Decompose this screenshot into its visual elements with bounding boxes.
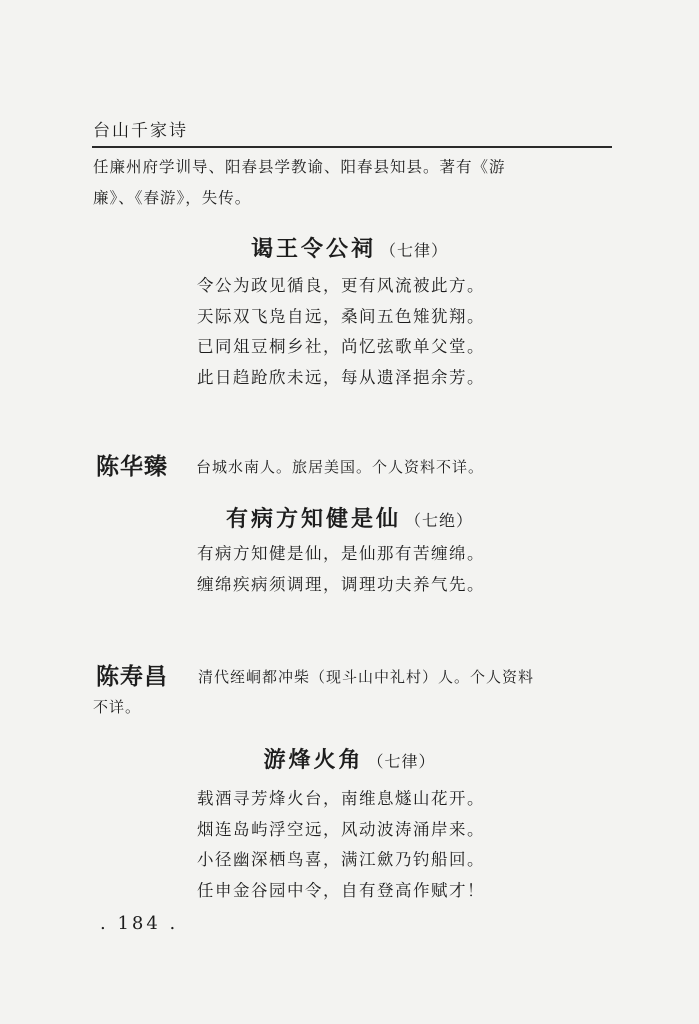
intro-line-1: 任廉州府学训导、阳春县学教谕、阳春县知县。著有《游 — [93, 158, 506, 176]
poem-title-text: 有病方知健是仙 — [225, 507, 401, 532]
poem-line: 已同俎豆桐乡社，尚忆弦歌单父堂。 — [197, 337, 485, 356]
poem-title-3 — [0, 743, 699, 774]
poem-line: 载酒寻芳烽火台，南维息燧山花开。 — [197, 789, 485, 808]
poem-title-1 — [0, 232, 699, 263]
page-number: . 184 . — [100, 913, 179, 934]
intro-line-2: 廉》、《春游》，失传。 — [93, 189, 252, 207]
author-name-2: 陈寿昌 — [96, 664, 168, 690]
poem-body-1 — [197, 271, 537, 393]
author-name-1: 陈华臻 — [96, 454, 168, 480]
author-bio-2: 清代绖峒都冲柴（现斗山中礼村）人。个人资料 — [198, 668, 535, 686]
poem-line: 此日趋跄欣未远，每从遗泽挹余芳。 — [197, 367, 485, 387]
poem-line: 缠绵疾病须调理，调理功夫养气先。 — [197, 574, 485, 594]
intro-paragraph — [93, 152, 605, 214]
poem-title-text: 谒王令公祠 — [250, 237, 376, 262]
poem-form: （七律） — [380, 241, 449, 260]
poem-line: 有病方知健是仙，是仙那有苦缠绵。 — [197, 544, 485, 563]
header-rule — [92, 146, 612, 148]
running-header-title: 台山千家诗 — [93, 121, 188, 141]
poem-form: （七律） — [367, 752, 436, 771]
author-bio-1: 台城水南人。旅居美国。个人资料不详。 — [196, 458, 485, 476]
poem-line: 令公为政见循良，更有风流被此方。 — [197, 276, 485, 295]
poem-line: 天际双飞凫自远，桑间五色雉犹翔。 — [197, 306, 485, 326]
poem-line: 小径幽深栖鸟喜，满江歛乃钓船回。 — [197, 850, 485, 869]
poem-body-3 — [197, 784, 537, 906]
poem-form: （七绝） — [405, 511, 474, 530]
poem-line: 任申金谷园中令，自有登高作赋才！ — [197, 880, 485, 900]
poem-line: 烟连岛屿浮空远，风动波涛涌岸来。 — [197, 819, 485, 839]
poem-body-2 — [197, 539, 537, 600]
poem-title-text: 游烽火角 — [263, 748, 364, 773]
poem-title-2 — [0, 502, 699, 533]
author-bio-2-continued: 不详。 — [93, 698, 142, 716]
